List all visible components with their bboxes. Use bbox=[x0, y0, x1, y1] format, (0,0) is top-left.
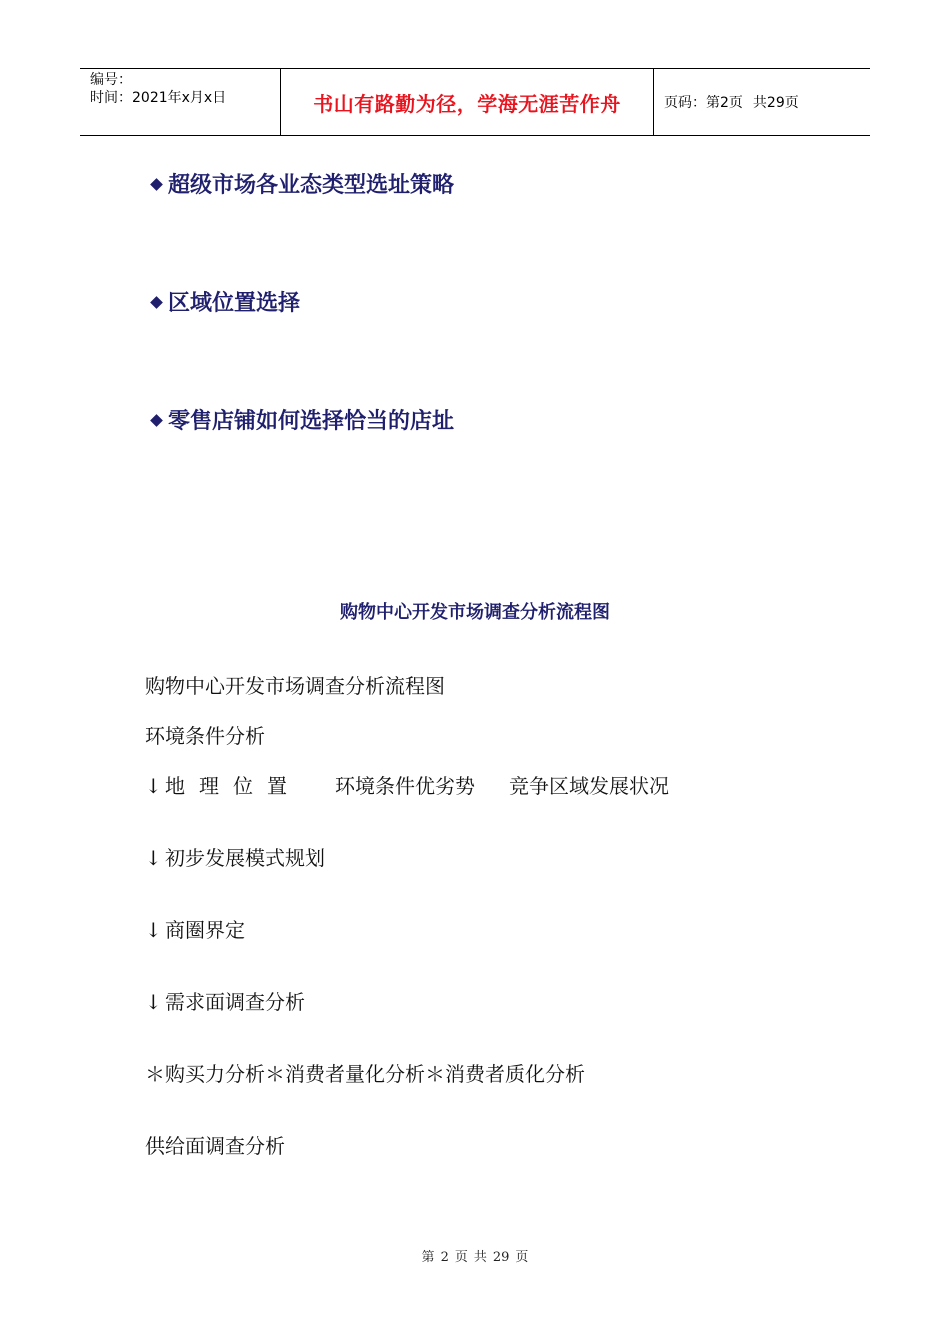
header-motto-cell bbox=[281, 69, 654, 135]
page-footer bbox=[0, 1246, 950, 1265]
header-meta-cell bbox=[80, 69, 281, 135]
body-line-supply: 供给面调查分析 bbox=[145, 1134, 285, 1158]
body-line-demand bbox=[145, 986, 305, 1015]
footer-total-prefix: 共 bbox=[473, 1250, 487, 1265]
document-code-label: 编号： bbox=[90, 72, 132, 88]
down-arrow-icon: ↓ bbox=[145, 990, 162, 1014]
bullet-item bbox=[150, 286, 300, 317]
down-arrow-icon: ↓ bbox=[145, 774, 162, 798]
footer-total-unit: 页 bbox=[515, 1250, 529, 1265]
env-advantage-text: 环境条件优劣势 bbox=[335, 774, 475, 798]
geo-location-text: 地理位置 bbox=[165, 774, 301, 798]
diamond-bullet-icon bbox=[150, 296, 163, 309]
diamond-bullet-icon bbox=[150, 178, 163, 191]
section-title: 购物中心开发市场调查分析流程图 bbox=[340, 602, 610, 623]
down-arrow-icon: ↓ bbox=[145, 918, 162, 942]
document-time-label: 时间：2021年x月x日 bbox=[90, 90, 227, 106]
body-line-trade-area bbox=[145, 914, 245, 943]
footer-page-number: 2 bbox=[440, 1250, 449, 1265]
header-motto: 书山有路勤为径，学海无涯苦作舟 bbox=[313, 91, 621, 116]
header-page-label: 页码：第2页 bbox=[664, 95, 743, 111]
body-line-initial-plan bbox=[145, 842, 325, 871]
bullet-item bbox=[150, 404, 454, 435]
bullet-item bbox=[150, 168, 454, 199]
initial-plan-text: 初步发展模式规划 bbox=[165, 846, 325, 870]
competition-text: 竞争区域发展状况 bbox=[509, 774, 669, 798]
footer-prefix: 第 bbox=[421, 1250, 435, 1265]
diamond-bullet-icon bbox=[150, 414, 163, 427]
body-line-title: 购物中心开发市场调查分析流程图 bbox=[145, 674, 445, 698]
demand-analysis-text: 需求面调查分析 bbox=[165, 990, 305, 1014]
body-line-env-analysis: 环境条件分析 bbox=[145, 724, 265, 748]
header-total-label: 共29页 bbox=[752, 95, 799, 111]
header-page-cell bbox=[654, 69, 870, 135]
body-line-purchase: ＊购买力分析＊消费者量化分析＊消费者质化分析 bbox=[145, 1062, 585, 1086]
document-header bbox=[80, 68, 870, 136]
trade-area-text: 商圈界定 bbox=[165, 918, 245, 942]
footer-total-number: 29 bbox=[492, 1250, 510, 1265]
bullet-text: 零售店铺如何选择恰当的店址 bbox=[168, 409, 455, 434]
footer-page-unit: 页 bbox=[454, 1250, 468, 1265]
bullet-text: 超级市场各业态类型选址策略 bbox=[168, 173, 455, 198]
down-arrow-icon: ↓ bbox=[145, 846, 162, 870]
bullet-text: 区域位置选择 bbox=[168, 291, 301, 316]
body-line-factors bbox=[145, 770, 669, 799]
